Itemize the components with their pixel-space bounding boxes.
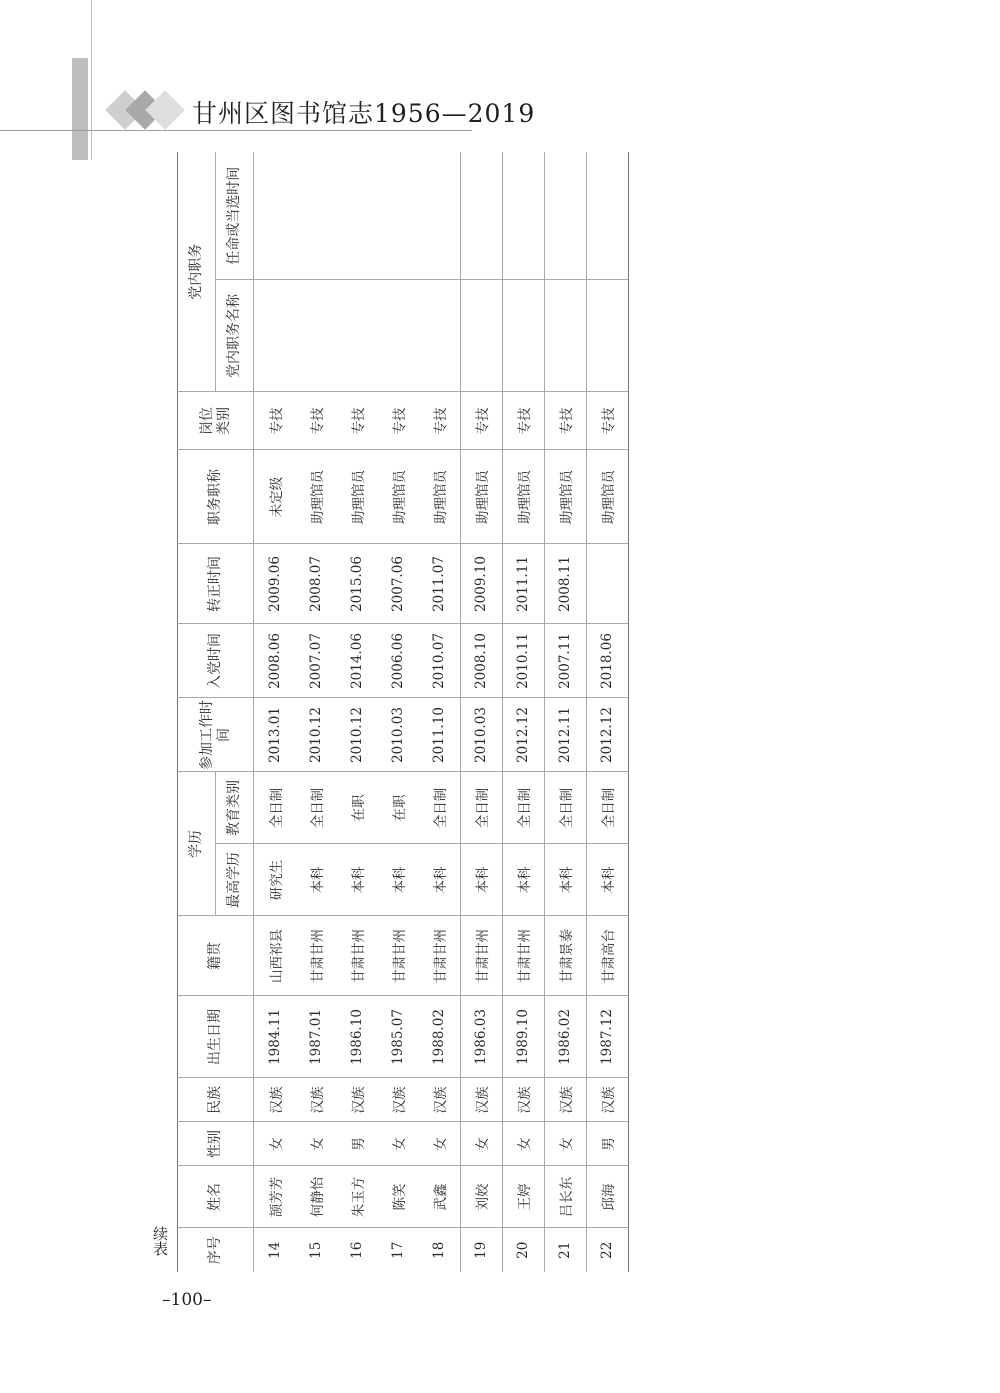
cell-appoint-time <box>586 152 628 280</box>
cell-edu-type: 全日制 <box>295 772 336 844</box>
cell-join-party: 2010.07 <box>418 624 460 698</box>
col-header-join-party: 入党时间 <box>178 624 254 698</box>
cell-seq: 14 <box>254 1228 296 1272</box>
cell-party-duty-name <box>377 280 418 392</box>
cell-join-party: 2014.06 <box>336 624 377 698</box>
cell-post-type: 专技 <box>336 392 377 450</box>
col-header-gender: 性别 <box>178 1122 254 1166</box>
cell-name: 颉芳芳 <box>254 1166 296 1228</box>
cell-seq: 21 <box>544 1228 586 1272</box>
cell-name: 刘姣 <box>460 1166 502 1228</box>
cell-name: 武鑫 <box>418 1166 460 1228</box>
cell-work-start: 2012.12 <box>502 698 544 772</box>
cell-birth: 1986.03 <box>460 996 502 1078</box>
cell-full-member: 2011.07 <box>418 544 460 624</box>
cell-native-place: 甘肃景泰 <box>544 916 586 996</box>
cell-join-party: 2007.07 <box>295 624 336 698</box>
gutter-line <box>91 0 92 160</box>
cell-full-member: 2008.07 <box>295 544 336 624</box>
cell-title: 助理馆员 <box>336 450 377 544</box>
cell-join-party: 2010.11 <box>502 624 544 698</box>
cell-ethnicity: 汉族 <box>295 1078 336 1122</box>
col-header-work-start: 参加工作时间 <box>178 698 254 772</box>
cell-full-member <box>586 544 628 624</box>
table-row <box>544 152 586 1272</box>
cell-gender: 女 <box>544 1122 586 1166</box>
cell-name: 王婷 <box>502 1166 544 1228</box>
col-header-title: 职务职称 <box>178 450 254 544</box>
cell-ethnicity: 汉族 <box>336 1078 377 1122</box>
cell-ethnicity: 汉族 <box>377 1078 418 1122</box>
cell-post-type: 专技 <box>502 392 544 450</box>
header-row <box>178 152 216 1272</box>
cell-title: 助理馆员 <box>418 450 460 544</box>
cell-full-member: 2009.06 <box>254 544 296 624</box>
cell-post-type: 专技 <box>254 392 296 450</box>
cell-party-duty-name <box>295 280 336 392</box>
cell-join-party: 2008.10 <box>460 624 502 698</box>
cell-edu-type: 全日制 <box>502 772 544 844</box>
col-header-party-duty-name: 党内职务名称 <box>216 280 254 392</box>
cell-join-party: 2006.06 <box>377 624 418 698</box>
cell-birth: 1986.02 <box>544 996 586 1078</box>
cell-birth: 1988.02 <box>418 996 460 1078</box>
col-header-appoint-time: 任命或当选时间 <box>216 152 254 280</box>
table-row <box>377 152 418 1272</box>
col-header-name: 姓名 <box>178 1166 254 1228</box>
cell-gender: 女 <box>254 1122 296 1166</box>
cell-post-type: 专技 <box>544 392 586 450</box>
cell-appoint-time <box>418 152 460 280</box>
cell-highest-edu: 研究生 <box>254 844 296 916</box>
cell-post-type: 专技 <box>460 392 502 450</box>
rotated-table-container <box>177 166 629 1272</box>
cell-ethnicity: 汉族 <box>544 1078 586 1122</box>
cell-native-place: 甘肃甘州 <box>502 916 544 996</box>
cell-seq: 15 <box>295 1228 336 1272</box>
table-row <box>254 152 296 1272</box>
cell-party-duty-name <box>544 280 586 392</box>
cell-native-place: 山西祁县 <box>254 916 296 996</box>
cell-appoint-time <box>295 152 336 280</box>
cell-highest-edu: 本科 <box>418 844 460 916</box>
cell-title: 助理馆员 <box>377 450 418 544</box>
cell-gender: 男 <box>336 1122 377 1166</box>
cell-ethnicity: 汉族 <box>460 1078 502 1122</box>
cell-work-start: 2010.03 <box>460 698 502 772</box>
cell-ethnicity: 汉族 <box>502 1078 544 1122</box>
cell-highest-edu: 本科 <box>377 844 418 916</box>
cell-edu-type: 全日制 <box>586 772 628 844</box>
col-header-ethnicity: 民族 <box>178 1078 254 1122</box>
cell-post-type: 专技 <box>377 392 418 450</box>
cell-title: 助理馆员 <box>502 450 544 544</box>
cell-seq: 19 <box>460 1228 502 1272</box>
table-row <box>295 152 336 1272</box>
cell-native-place: 甘肃甘州 <box>377 916 418 996</box>
cell-title: 助理馆员 <box>586 450 628 544</box>
cell-gender: 女 <box>460 1122 502 1166</box>
cell-birth: 1984.11 <box>254 996 296 1078</box>
cell-title: 助理馆员 <box>544 450 586 544</box>
cell-appoint-time <box>544 152 586 280</box>
cell-work-start: 2010.12 <box>295 698 336 772</box>
table-row <box>418 152 460 1272</box>
cell-name: 陈笑 <box>377 1166 418 1228</box>
cell-highest-edu: 本科 <box>460 844 502 916</box>
cell-highest-edu: 本科 <box>544 844 586 916</box>
cell-native-place: 甘肃甘州 <box>460 916 502 996</box>
cell-highest-edu: 本科 <box>586 844 628 916</box>
cell-birth: 1987.01 <box>295 996 336 1078</box>
cell-edu-type: 全日制 <box>460 772 502 844</box>
cell-seq: 22 <box>586 1228 628 1272</box>
cell-birth: 1987.12 <box>586 996 628 1078</box>
cell-appoint-time <box>254 152 296 280</box>
cell-title: 助理馆员 <box>295 450 336 544</box>
col-header-full-member: 转正时间 <box>178 544 254 624</box>
cell-gender: 女 <box>502 1122 544 1166</box>
cell-gender: 女 <box>377 1122 418 1166</box>
cell-edu-type: 全日制 <box>544 772 586 844</box>
cell-party-duty-name <box>586 280 628 392</box>
cell-highest-edu: 本科 <box>336 844 377 916</box>
cell-work-start: 2010.03 <box>377 698 418 772</box>
header-rule <box>0 130 472 131</box>
cell-edu-type: 全日制 <box>418 772 460 844</box>
cell-highest-edu: 本科 <box>502 844 544 916</box>
col-header-party-duty: 党内职务 <box>178 152 216 392</box>
cell-name: 朱玉方 <box>336 1166 377 1228</box>
cell-appoint-time <box>377 152 418 280</box>
table-row <box>460 152 502 1272</box>
cell-name: 何静怡 <box>295 1166 336 1228</box>
cell-full-member: 2007.06 <box>377 544 418 624</box>
cell-party-duty-name <box>502 280 544 392</box>
col-header-education: 学历 <box>178 772 216 916</box>
cell-full-member: 2009.10 <box>460 544 502 624</box>
table-row <box>586 152 628 1272</box>
staff-table <box>177 152 629 1272</box>
cell-ethnicity: 汉族 <box>586 1078 628 1122</box>
header-side-bar <box>72 58 88 160</box>
cell-edu-type: 在职 <box>377 772 418 844</box>
cell-work-start: 2012.12 <box>586 698 628 772</box>
cell-work-start: 2012.11 <box>544 698 586 772</box>
cell-seq: 18 <box>418 1228 460 1272</box>
cell-native-place: 甘肃甘州 <box>336 916 377 996</box>
cell-gender: 女 <box>418 1122 460 1166</box>
col-header-birth: 出生日期 <box>178 996 254 1078</box>
col-header-edu-type: 教育类别 <box>216 772 254 844</box>
cell-seq: 20 <box>502 1228 544 1272</box>
cell-join-party: 2008.06 <box>254 624 296 698</box>
col-header-seq: 序号 <box>178 1228 254 1272</box>
cell-title: 未定级 <box>254 450 296 544</box>
cell-appoint-time <box>460 152 502 280</box>
col-header-post-type: 岗位类别 <box>178 392 254 450</box>
cell-full-member: 2011.11 <box>502 544 544 624</box>
cell-highest-edu: 本科 <box>295 844 336 916</box>
cell-edu-type: 在职 <box>336 772 377 844</box>
cell-party-duty-name <box>460 280 502 392</box>
cell-native-place: 甘肃高台 <box>586 916 628 996</box>
table-row <box>336 152 377 1272</box>
cell-work-start: 2011.10 <box>418 698 460 772</box>
cell-appoint-time <box>502 152 544 280</box>
cell-party-duty-name <box>254 280 296 392</box>
cell-join-party: 2007.11 <box>544 624 586 698</box>
cell-appoint-time <box>336 152 377 280</box>
cell-ethnicity: 汉族 <box>254 1078 296 1122</box>
book-title: 甘州区图书馆志1956—2019 <box>192 99 536 128</box>
cell-native-place: 甘肃甘州 <box>295 916 336 996</box>
cell-party-duty-name <box>336 280 377 392</box>
cell-title: 助理馆员 <box>460 450 502 544</box>
cell-edu-type: 全日制 <box>254 772 296 844</box>
cell-seq: 17 <box>377 1228 418 1272</box>
cell-post-type: 专技 <box>586 392 628 450</box>
cell-join-party: 2018.06 <box>586 624 628 698</box>
cell-work-start: 2013.01 <box>254 698 296 772</box>
col-header-native-place: 籍贯 <box>178 916 254 996</box>
page-number: –100– <box>162 1290 212 1310</box>
cell-native-place: 甘肃甘州 <box>418 916 460 996</box>
cell-post-type: 专技 <box>418 392 460 450</box>
cell-birth: 1985.07 <box>377 996 418 1078</box>
col-header-highest-edu: 最高学历 <box>216 844 254 916</box>
continued-table-note: 续表 <box>151 1226 169 1256</box>
table-row <box>502 152 544 1272</box>
cell-work-start: 2010.12 <box>336 698 377 772</box>
cell-ethnicity: 汉族 <box>418 1078 460 1122</box>
cell-birth: 1989.10 <box>502 996 544 1078</box>
cell-seq: 16 <box>336 1228 377 1272</box>
cell-post-type: 专技 <box>295 392 336 450</box>
cell-birth: 1986.10 <box>336 996 377 1078</box>
cell-name: 吕长东 <box>544 1166 586 1228</box>
cell-party-duty-name <box>418 280 460 392</box>
cell-name: 邱海 <box>586 1166 628 1228</box>
cell-full-member: 2008.11 <box>544 544 586 624</box>
cell-gender: 男 <box>586 1122 628 1166</box>
cell-full-member: 2015.06 <box>336 544 377 624</box>
cell-gender: 女 <box>295 1122 336 1166</box>
